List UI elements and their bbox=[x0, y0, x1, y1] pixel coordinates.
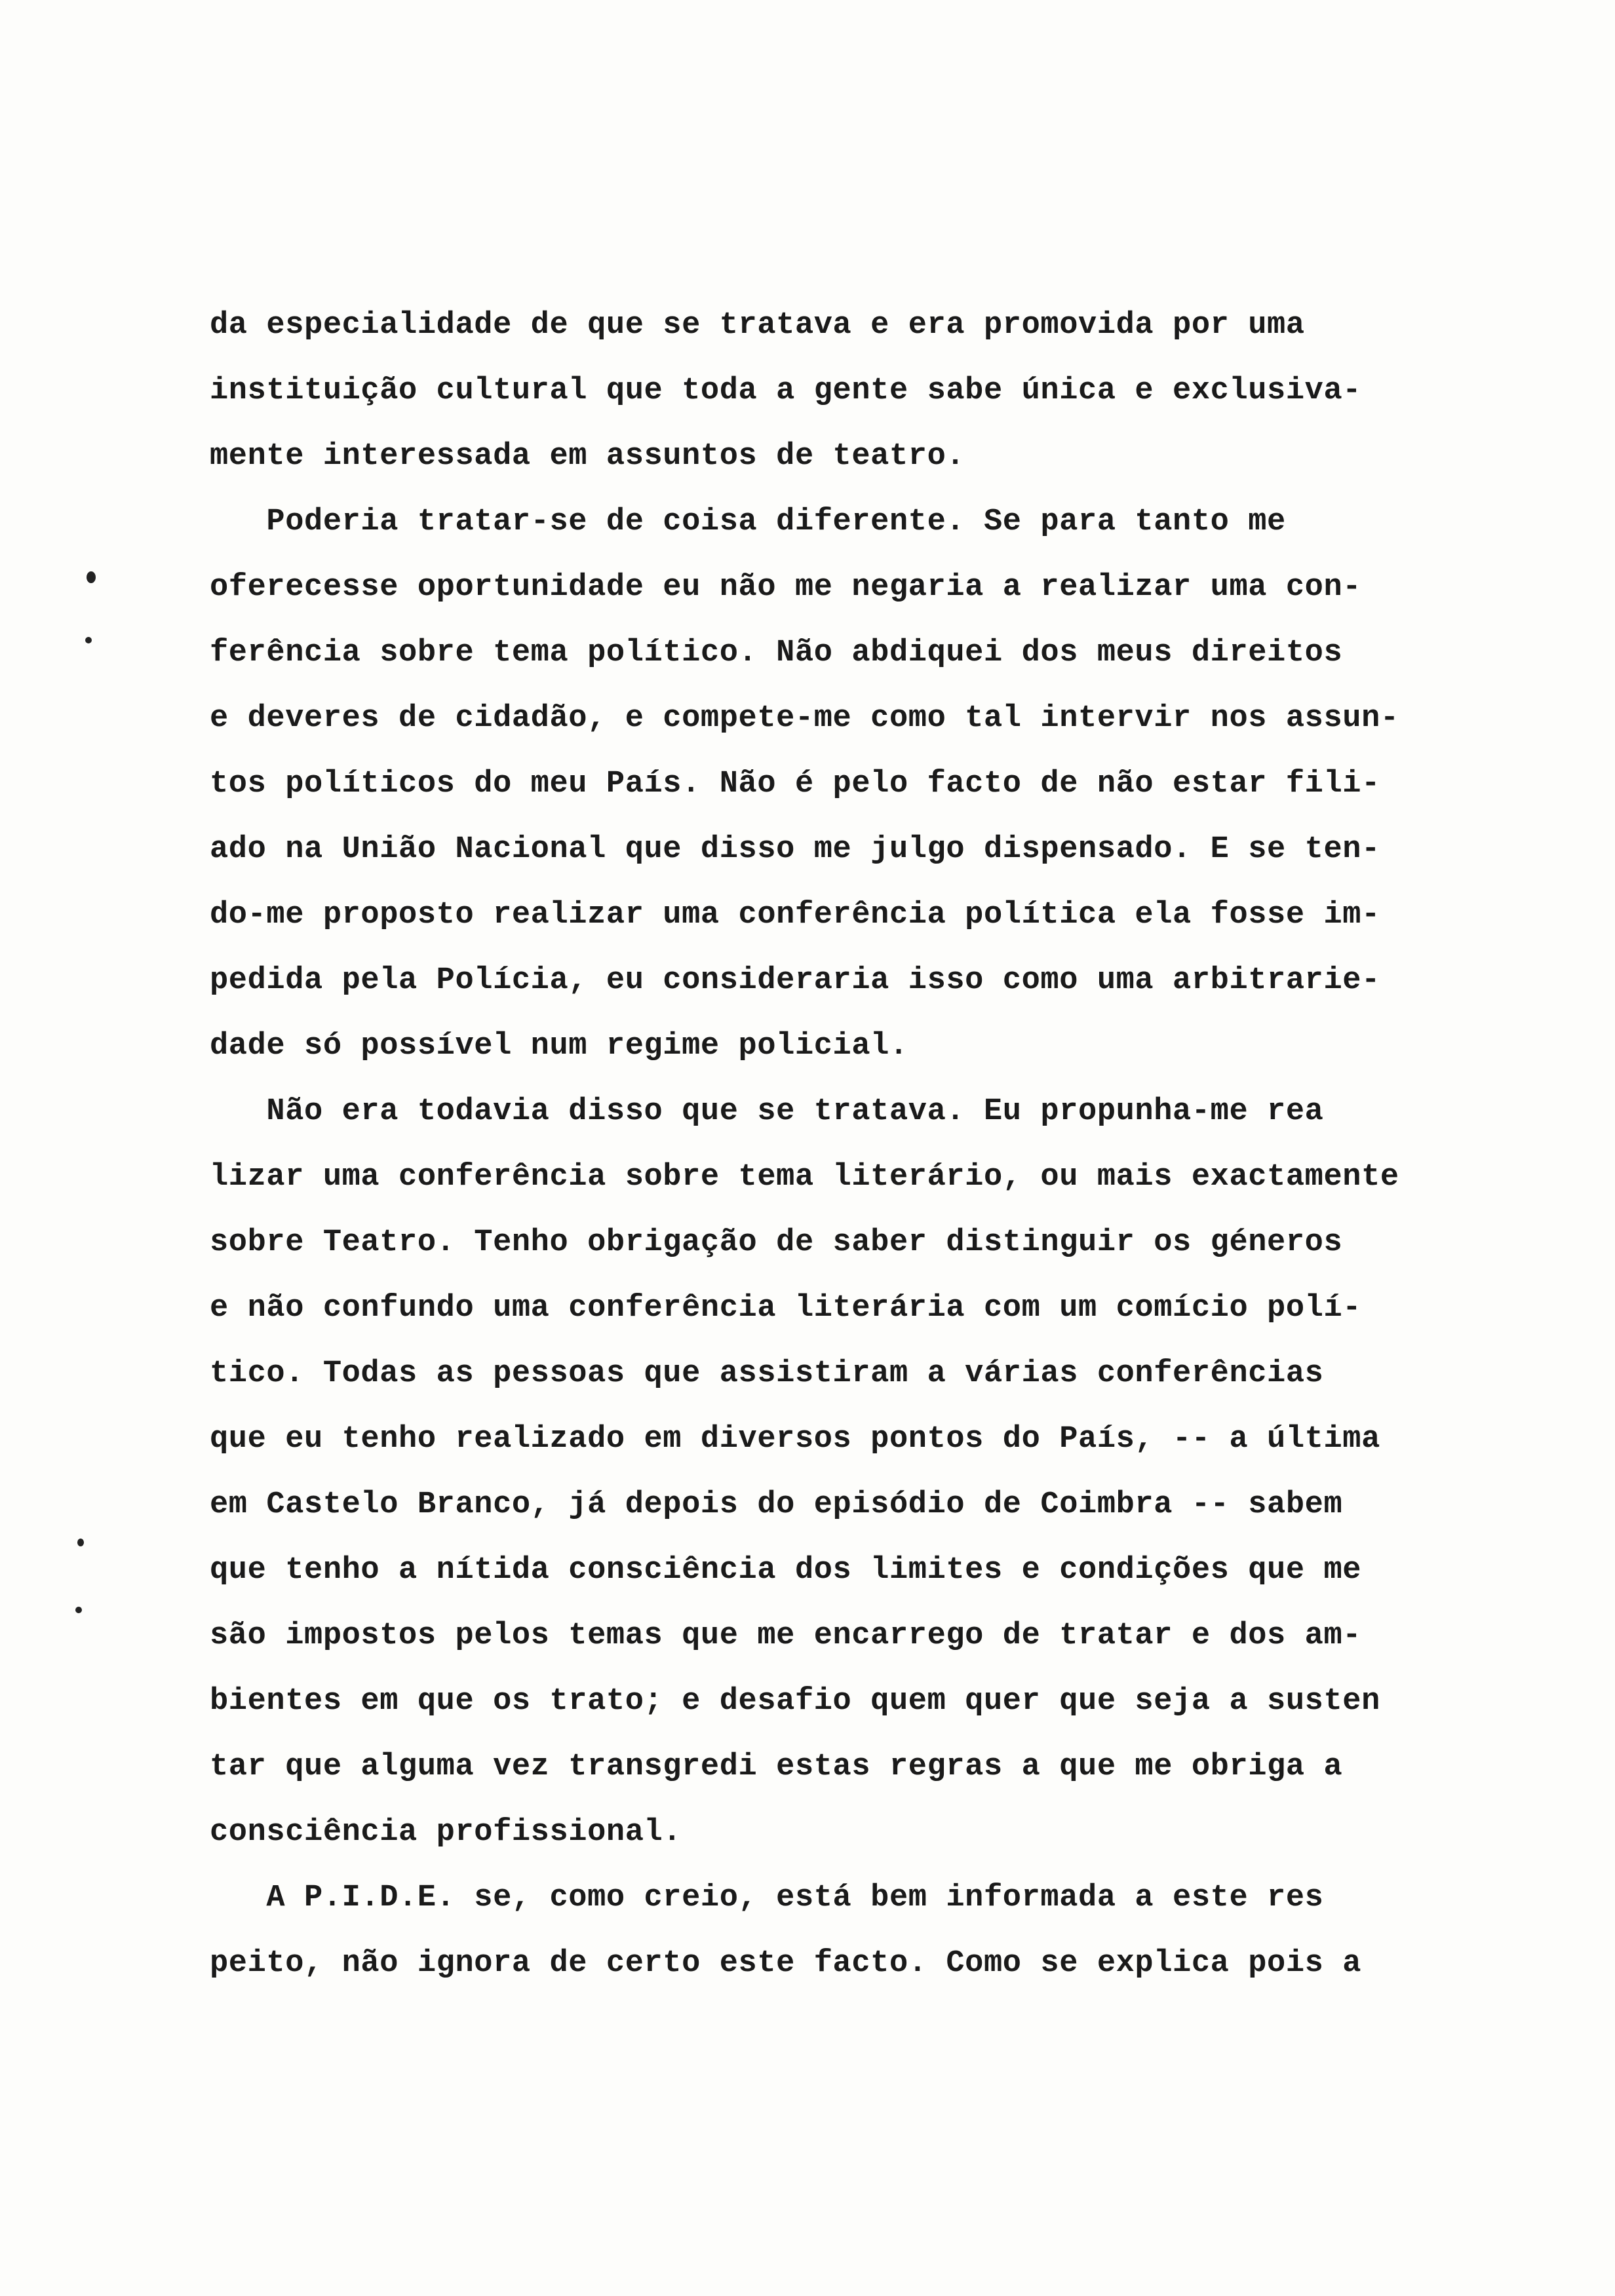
text-line: ado na União Nacional que disso me julgo dispensado. E se ten- bbox=[210, 832, 1380, 867]
text-line: instituição cultural que toda a gente sabe única e exclusiva- bbox=[210, 373, 1362, 408]
text-line: mente interessada em assuntos de teatro. bbox=[210, 439, 965, 474]
text-line: do-me proposto realizar uma conferência política ela fosse im- bbox=[210, 898, 1380, 932]
margin-mark bbox=[87, 571, 96, 583]
text-line: da especialidade de que se tratava e era promovida por uma bbox=[210, 308, 1305, 343]
text-line: ferência sobre tema político. Não abdiquei dos meus direitos bbox=[210, 636, 1343, 670]
text-line: são impostos pelos temas que me encarrego de tratar e dos am- bbox=[210, 1618, 1362, 1653]
text-line: Poderia tratar-se de coisa diferente. Se para tanto me bbox=[210, 505, 1286, 539]
text-line: bientes em que os trato; e desafio quem quer que seja a susten bbox=[210, 1684, 1380, 1719]
text-line: em Castelo Branco, já depois do episódio de Coimbra -- sabem bbox=[210, 1487, 1343, 1522]
margin-mark bbox=[75, 1607, 82, 1613]
text-line: Não era todavia disso que se tratava. Eu propunha-me rea bbox=[210, 1094, 1324, 1129]
text-line: tar que alguma vez transgredi estas regras a que me obriga a bbox=[210, 1750, 1343, 1784]
text-line: que tenho a nítida consciência dos limites e condições que me bbox=[210, 1553, 1362, 1588]
margin-mark bbox=[85, 637, 92, 643]
text-line: peito, não ignora de certo este facto. Como se explica pois a bbox=[210, 1946, 1362, 1981]
text-line: consciência profissional. bbox=[210, 1815, 682, 1850]
text-line: tico. Todas as pessoas que assistiram a várias conferências bbox=[210, 1356, 1324, 1391]
text-line: A P.I.D.E. se, como creio, está bem informada a este res bbox=[210, 1881, 1324, 1915]
text-line: oferecesse oportunidade eu não me negaria a realizar uma con- bbox=[210, 570, 1362, 605]
text-line: pedida pela Polícia, eu consideraria isso como uma arbitrarie- bbox=[210, 963, 1380, 998]
text-line: e não confundo uma conferência literária com um comício polí- bbox=[210, 1291, 1362, 1326]
text-line: dade só possível num regime policial. bbox=[210, 1029, 908, 1063]
text-line: que eu tenho realizado em diversos pontos do País, -- a última bbox=[210, 1422, 1380, 1457]
text-line: tos políticos do meu País. Não é pelo facto de não estar fili- bbox=[210, 767, 1380, 801]
text-line: e deveres de cidadão, e compete-me como tal intervir nos assun- bbox=[210, 701, 1399, 736]
margin-mark bbox=[77, 1539, 84, 1546]
text-line: lizar uma conferência sobre tema literário, ou mais exactamente bbox=[210, 1160, 1399, 1195]
text-line: sobre Teatro. Tenho obrigação de saber distinguir os géneros bbox=[210, 1225, 1343, 1260]
